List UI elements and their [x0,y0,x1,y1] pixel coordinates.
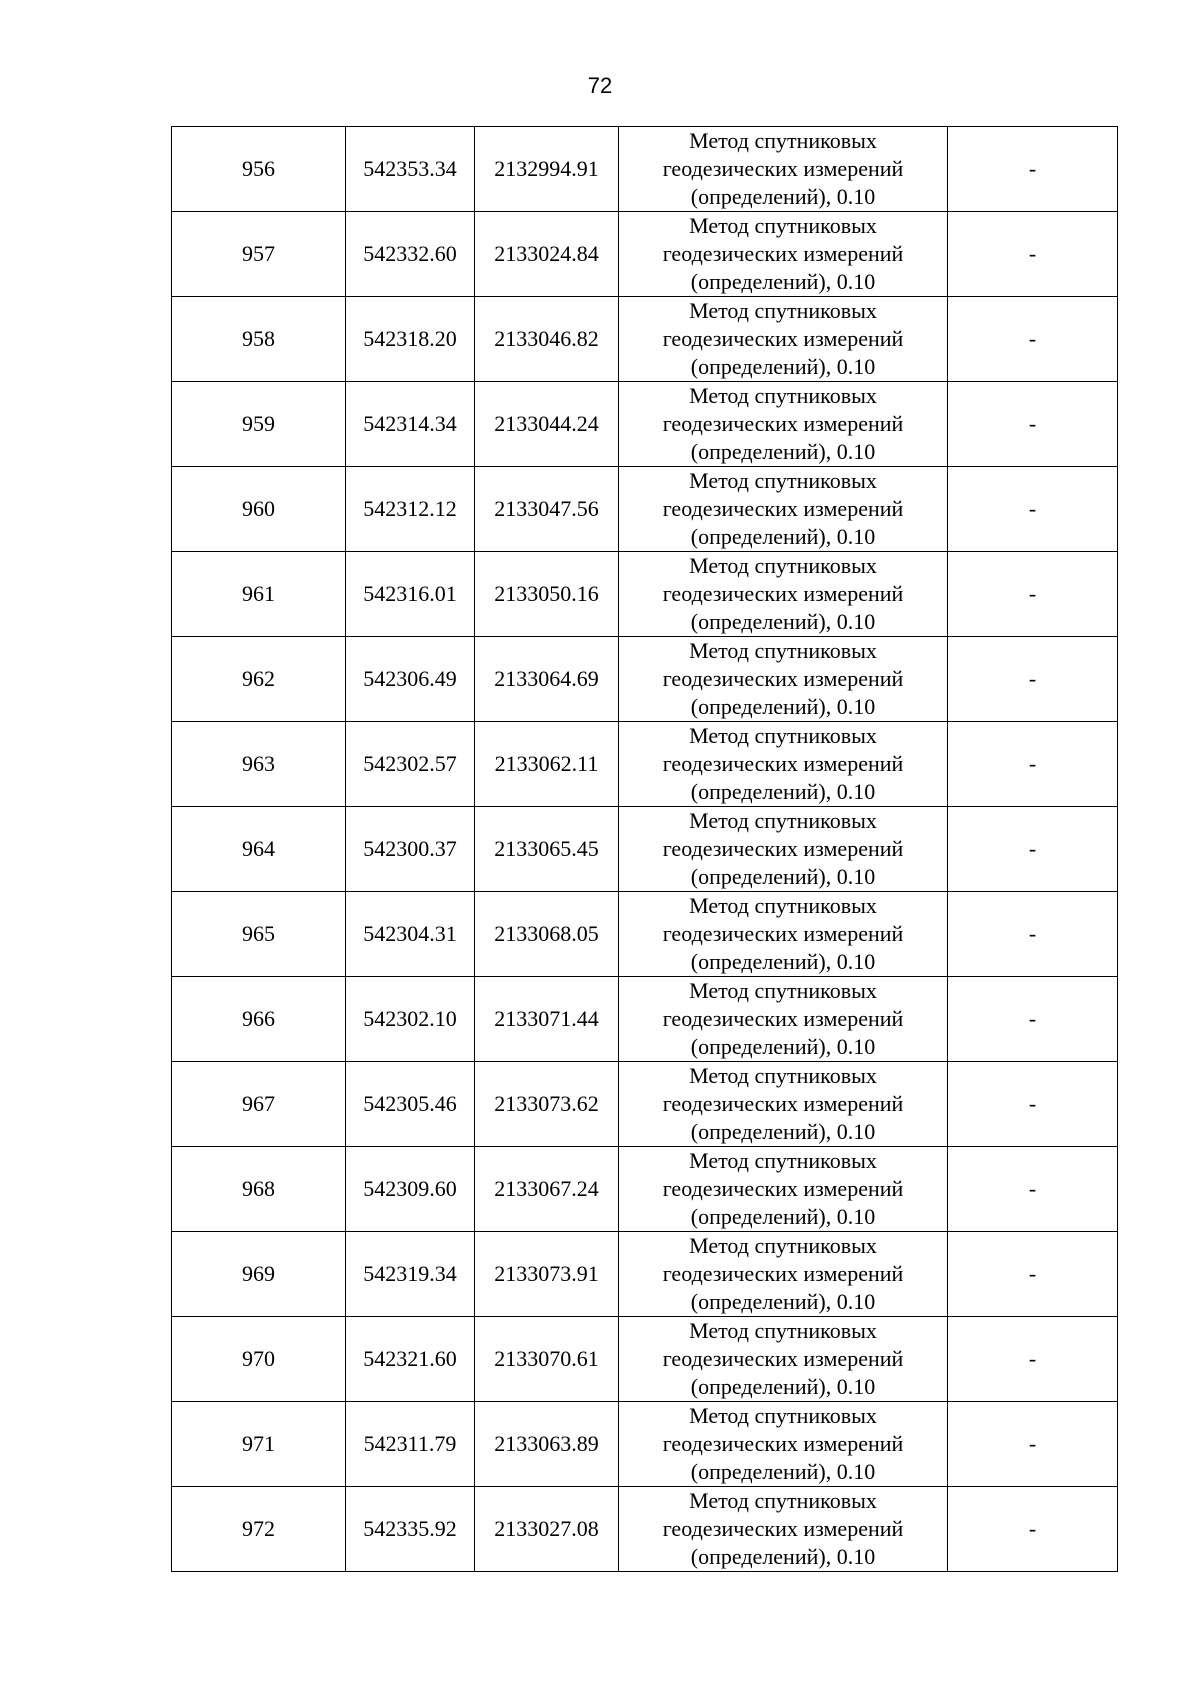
method-text-line3: (определений), 0.10 [690,609,876,634]
method-text-line1: Метод спутниковых [689,1063,877,1088]
method-text-line3: (определений), 0.10 [690,1204,876,1229]
point-number-cell: 970 [172,1317,346,1402]
y-coordinate-cell: 2133050.16 [475,552,619,637]
method-text-line2: геодезических измерений [662,1091,904,1116]
table-row [172,1147,1118,1232]
method-text-line3: (определений), 0.10 [690,1119,876,1144]
note-cell: - [948,892,1118,977]
x-coordinate-cell: 542332.60 [346,212,475,297]
table-row [172,382,1118,467]
method-text-line2: геодезических измерений [662,1176,904,1201]
method-text-line3: (определений), 0.10 [690,864,876,889]
method-text-line3: (определений), 0.10 [690,184,876,209]
x-coordinate-cell: 542302.10 [346,977,475,1062]
point-number-cell: 964 [172,807,346,892]
method-text-line2: геодезических измерений [662,1431,904,1456]
point-number-cell: 957 [172,212,346,297]
table-row [172,212,1118,297]
table-row [172,1317,1118,1402]
method-text-line2: геодезических измерений [662,1346,904,1371]
y-coordinate-cell: 2133071.44 [475,977,619,1062]
method-text-line3: (определений), 0.10 [690,779,876,804]
method-text-line1: Метод спутниковых [689,1233,877,1258]
method-text-line2: геодезических измерений [662,1261,904,1286]
note-cell: - [948,1402,1118,1487]
note-cell: - [948,297,1118,382]
note-cell: - [948,1232,1118,1317]
method-text-line3: (определений), 0.10 [690,269,876,294]
y-coordinate-cell: 2133062.11 [475,722,619,807]
method-cell [619,977,948,1062]
method-text-line2: геодезических измерений [662,1006,904,1031]
x-coordinate-cell: 542318.20 [346,297,475,382]
x-coordinate-cell: 542304.31 [346,892,475,977]
point-number-cell: 966 [172,977,346,1062]
method-text-line1: Метод спутниковых [689,553,877,578]
x-coordinate-cell: 542312.12 [346,467,475,552]
x-coordinate-cell: 542314.34 [346,382,475,467]
y-coordinate-cell: 2132994.91 [475,127,619,212]
y-coordinate-cell: 2133044.24 [475,382,619,467]
point-number-cell: 959 [172,382,346,467]
method-text-line1: Метод спутниковых [689,383,877,408]
method-text-line1: Метод спутниковых [689,128,877,153]
method-text-line2: геодезических измерений [662,496,904,521]
y-coordinate-cell: 2133064.69 [475,637,619,722]
table-row [172,637,1118,722]
method-cell [619,1402,948,1487]
note-cell: - [948,382,1118,467]
table-row [172,892,1118,977]
note-cell: - [948,212,1118,297]
method-cell [619,297,948,382]
method-cell [619,807,948,892]
method-text-line1: Метод спутниковых [689,1318,877,1343]
y-coordinate-cell: 2133068.05 [475,892,619,977]
method-text-line1: Метод спутниковых [689,1488,877,1513]
x-coordinate-cell: 542306.49 [346,637,475,722]
x-coordinate-cell: 542300.37 [346,807,475,892]
note-cell: - [948,1147,1118,1232]
method-text-line3: (определений), 0.10 [690,1459,876,1484]
note-cell: - [948,722,1118,807]
method-text-line3: (определений), 0.10 [690,1544,876,1569]
method-text-line2: геодезических измерений [662,666,904,691]
point-number-cell: 967 [172,1062,346,1147]
page-number: 72 [587,73,613,98]
x-coordinate-cell: 542319.34 [346,1232,475,1317]
method-text-line1: Метод спутниковых [689,213,877,238]
y-coordinate-cell: 2133063.89 [475,1402,619,1487]
method-text-line1: Метод спутниковых [689,468,877,493]
method-cell [619,1317,948,1402]
point-number-cell: 963 [172,722,346,807]
y-coordinate-cell: 2133070.61 [475,1317,619,1402]
method-text-line2: геодезических измерений [662,1516,904,1541]
y-coordinate-cell: 2133047.56 [475,467,619,552]
method-text-line1: Метод спутниковых [689,723,877,748]
y-coordinate-cell: 2133073.62 [475,1062,619,1147]
point-number-cell: 968 [172,1147,346,1232]
note-cell: - [948,637,1118,722]
method-text-line2: геодезических измерений [662,836,904,861]
method-text-line2: геодезических измерений [662,156,904,181]
table-body [172,127,1118,1572]
table-row [172,127,1118,212]
table-row [172,1062,1118,1147]
method-text-line2: геодезических измерений [662,411,904,436]
method-cell [619,892,948,977]
method-cell [619,1487,948,1572]
x-coordinate-cell: 542316.01 [346,552,475,637]
method-cell [619,552,948,637]
method-text-line3: (определений), 0.10 [690,524,876,549]
point-number-cell: 960 [172,467,346,552]
point-number-cell: 965 [172,892,346,977]
point-number-cell: 972 [172,1487,346,1572]
method-text-line2: геодезических измерений [662,581,904,606]
table-row [172,722,1118,807]
point-number-cell: 971 [172,1402,346,1487]
method-cell [619,127,948,212]
point-number-cell: 969 [172,1232,346,1317]
table-row [172,1487,1118,1572]
y-coordinate-cell: 2133073.91 [475,1232,619,1317]
method-text-line2: геодезических измерений [662,326,904,351]
point-number-cell: 961 [172,552,346,637]
y-coordinate-cell: 2133046.82 [475,297,619,382]
method-cell [619,637,948,722]
table-row [172,467,1118,552]
method-cell [619,467,948,552]
method-text-line3: (определений), 0.10 [690,949,876,974]
point-number-cell: 958 [172,297,346,382]
x-coordinate-cell: 542311.79 [346,1402,475,1487]
method-text-line1: Метод спутниковых [689,893,877,918]
note-cell: - [948,552,1118,637]
method-text-line1: Метод спутниковых [689,808,877,833]
method-text-line2: геодезических измерений [662,751,904,776]
method-text-line3: (определений), 0.10 [690,1034,876,1059]
method-cell [619,1147,948,1232]
method-cell [619,722,948,807]
method-cell [619,1062,948,1147]
note-cell: - [948,1062,1118,1147]
method-text-line1: Метод спутниковых [689,978,877,1003]
table-row [172,807,1118,892]
x-coordinate-cell: 542353.34 [346,127,475,212]
note-cell: - [948,977,1118,1062]
x-coordinate-cell: 542305.46 [346,1062,475,1147]
table-row [172,552,1118,637]
x-coordinate-cell: 542309.60 [346,1147,475,1232]
note-cell: - [948,127,1118,212]
y-coordinate-cell: 2133067.24 [475,1147,619,1232]
x-coordinate-cell: 542335.92 [346,1487,475,1572]
table-row [172,297,1118,382]
method-cell [619,212,948,297]
method-text-line3: (определений), 0.10 [690,1374,876,1399]
table-row [172,1402,1118,1487]
y-coordinate-cell: 2133027.08 [475,1487,619,1572]
x-coordinate-cell: 542321.60 [346,1317,475,1402]
point-number-cell: 962 [172,637,346,722]
method-cell [619,382,948,467]
note-cell: - [948,807,1118,892]
method-text-line1: Метод спутниковых [689,298,877,323]
y-coordinate-cell: 2133024.84 [475,212,619,297]
note-cell: - [948,467,1118,552]
table-row [172,1232,1118,1317]
method-text-line1: Метод спутниковых [689,1403,877,1428]
point-number-cell: 956 [172,127,346,212]
method-text-line3: (определений), 0.10 [690,1289,876,1314]
method-text-line1: Метод спутниковых [689,1148,877,1173]
coordinates-table [171,126,1118,1572]
table-row [172,977,1118,1062]
method-text-line2: геодезических измерений [662,241,904,266]
note-cell: - [948,1317,1118,1402]
method-text-line2: геодезических измерений [662,921,904,946]
method-text-line1: Метод спутниковых [689,638,877,663]
note-cell: - [948,1487,1118,1572]
x-coordinate-cell: 542302.57 [346,722,475,807]
y-coordinate-cell: 2133065.45 [475,807,619,892]
method-text-line3: (определений), 0.10 [690,354,876,379]
method-text-line3: (определений), 0.10 [690,694,876,719]
method-text-line3: (определений), 0.10 [690,439,876,464]
method-cell [619,1232,948,1317]
